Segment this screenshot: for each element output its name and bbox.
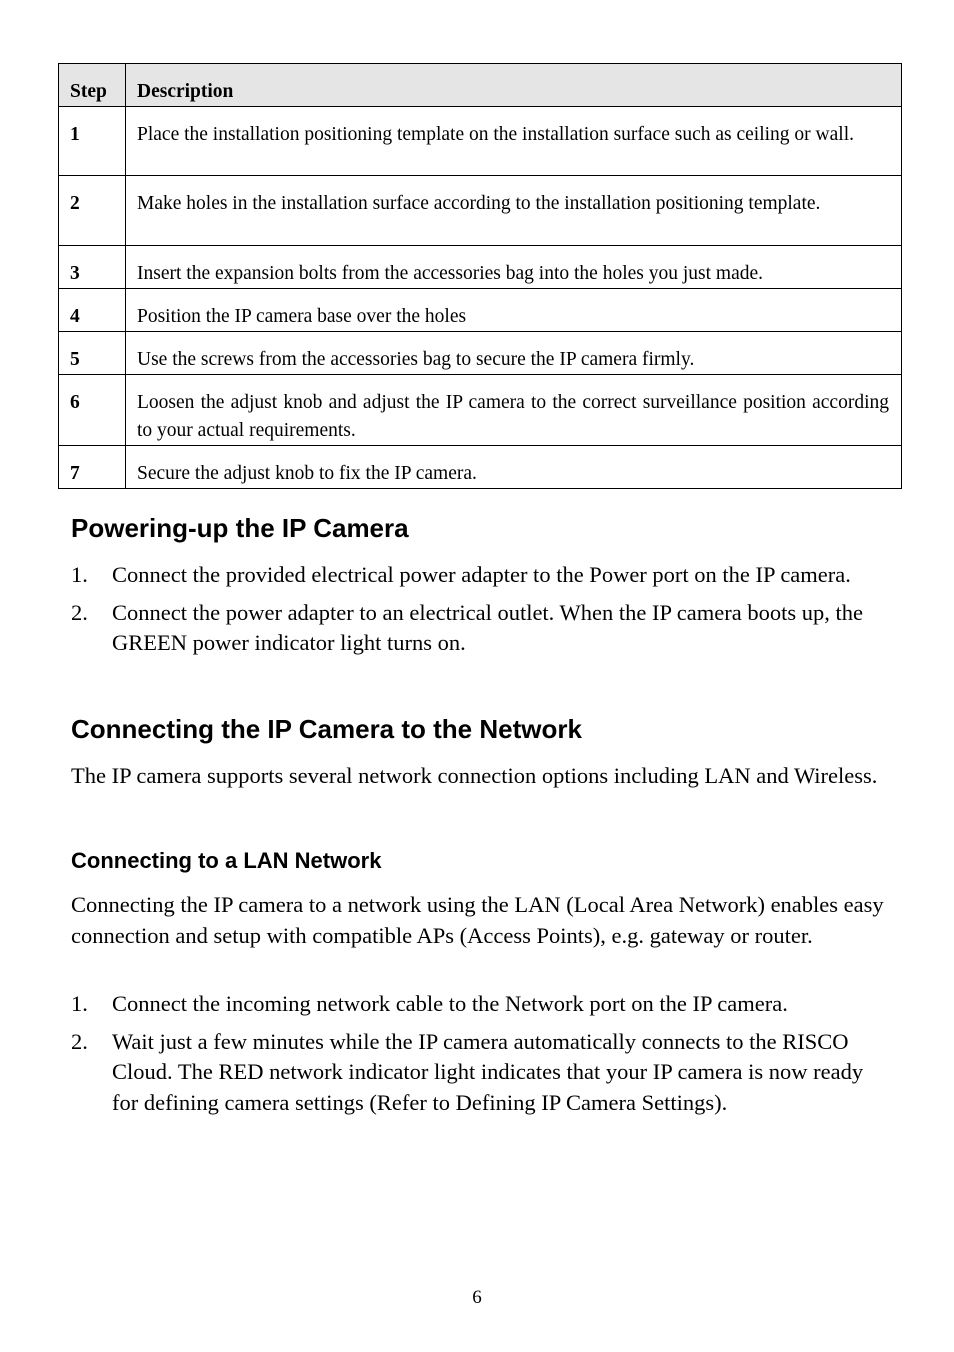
step-number: 3 <box>59 246 126 289</box>
list-item-text: Connect the provided electrical power adapter to the Power port on the IP camera. <box>112 562 851 587</box>
table-row <box>59 107 902 176</box>
powering-heading: Powering-up the IP Camera <box>71 513 409 543</box>
list-item-text: Connect the power adapter to an electrical outlet. When the IP camera boots up, the GREEN power indicator light turns on. <box>112 599 863 655</box>
step-number: 4 <box>59 289 126 332</box>
step-number: 6 <box>59 375 126 446</box>
table-row <box>59 246 902 289</box>
page-number: 6 <box>472 1287 482 1308</box>
network-intro-paragraph: The IP camera supports several network connection options including LAN and Wireless. <box>71 763 878 788</box>
lan-intro-paragraph: Connecting the IP camera to a network using the LAN (Local Area Network) enables easy connection and setup with compatible APs (Access Points), e.g. gateway or router. <box>71 892 884 948</box>
step-description: Loosen the adjust knob and adjust the IP camera to the correct surveillance position according to your actual requirements. <box>126 375 902 446</box>
step-description: Secure the adjust knob to fix the IP camera. <box>126 446 902 489</box>
step-description: Position the IP camera base over the holes <box>126 289 902 332</box>
list-item-text: Wait just a few minutes while the IP camera automatically connects to the RISCO Cloud. The RED network indicator light indicates that your IP camera is now ready for defining camera settings (Refer to Defining IP Camera Settings). <box>112 1028 864 1115</box>
step-number: 5 <box>59 332 126 375</box>
lan-steps-list <box>71 989 893 1125</box>
list-item <box>71 598 893 659</box>
step-description: Make holes in the installation surface according to the installation positioning template. <box>126 176 902 246</box>
table-row <box>59 289 902 332</box>
list-item <box>71 989 893 1020</box>
network-heading: Connecting the IP Camera to the Network <box>71 714 582 744</box>
list-item-number: 1. <box>71 562 88 587</box>
step-column-header: Step <box>59 64 126 107</box>
step-number: 2 <box>59 176 126 246</box>
table-header-row <box>59 64 902 107</box>
list-item <box>71 1027 893 1119</box>
table-row <box>59 176 902 246</box>
table-row <box>59 446 902 489</box>
description-column-header: Description <box>126 64 902 107</box>
step-description: Place the installation positioning template on the installation surface such as ceiling or wall. <box>126 107 902 176</box>
list-item-number: 2. <box>71 1028 88 1054</box>
table-row <box>59 332 902 375</box>
list-item-number: 1. <box>71 991 88 1016</box>
table-row <box>59 375 902 446</box>
installation-steps-table <box>58 63 902 489</box>
step-description: Insert the expansion bolts from the accessories bag into the holes you just made. <box>126 246 902 289</box>
powering-steps-list <box>71 560 893 666</box>
list-item <box>71 560 893 591</box>
step-number: 1 <box>59 107 126 176</box>
list-item-text: Connect the incoming network cable to the Network port on the IP camera. <box>112 991 788 1016</box>
lan-heading: Connecting to a LAN Network <box>71 848 382 873</box>
step-number: 7 <box>59 446 126 489</box>
list-item-number: 2. <box>71 599 88 625</box>
step-description: Use the screws from the accessories bag to secure the IP camera firmly. <box>126 332 902 375</box>
